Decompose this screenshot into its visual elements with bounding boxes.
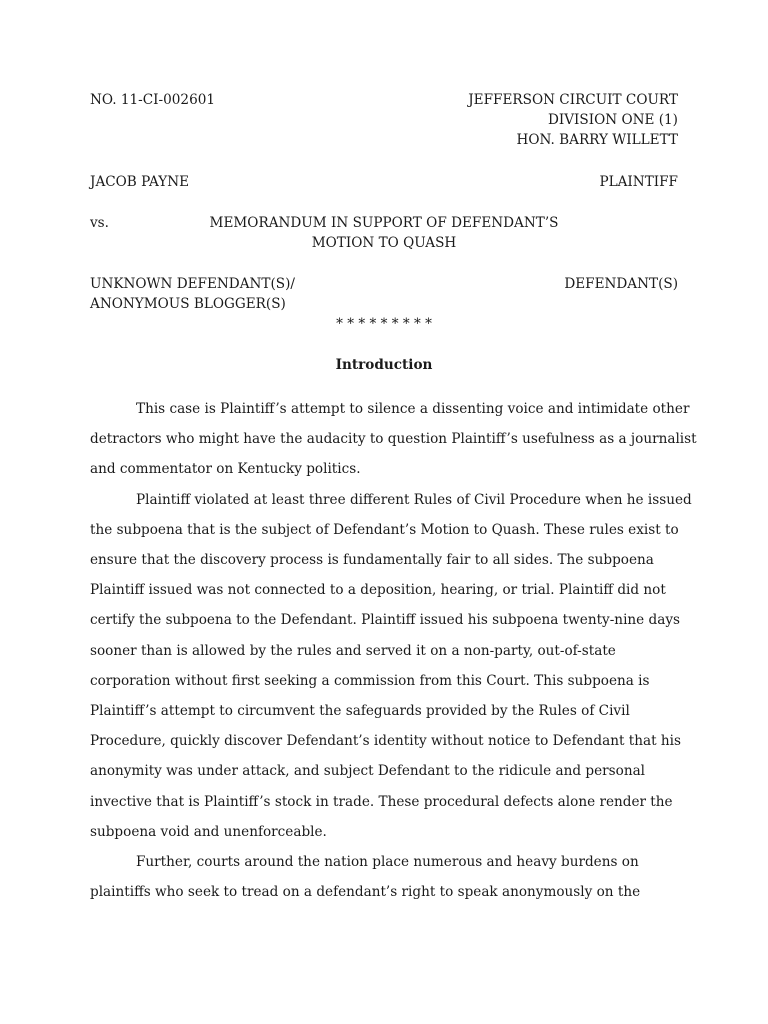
defendant-name-line-1: UNKNOWN DEFENDANT(S)/ bbox=[90, 276, 295, 292]
paragraph-line: ensure that the discovery process is fundamentally fair to all sides. The subpoena bbox=[90, 552, 654, 569]
document-title-line-2: MOTION TO QUASH bbox=[311, 235, 457, 251]
paragraph-line: and commentator on Kentucky politics. bbox=[90, 461, 361, 478]
versus-row bbox=[90, 213, 678, 257]
paragraph-line: plaintiffs who seek to tread on a defendant’s right to speak anonymously on the bbox=[90, 884, 641, 901]
paragraph-1 bbox=[90, 394, 697, 485]
case-number: NO. 11-CI-002601 bbox=[90, 92, 216, 108]
defendant-role: DEFENDANT(S) bbox=[564, 276, 678, 292]
document-title bbox=[184, 213, 584, 253]
caption-separator: * * * * * * * * * bbox=[336, 316, 432, 332]
caption-header bbox=[90, 90, 678, 154]
paragraph-line: invective that is Plaintiff’s stock in trade. These procedural defects alone render the bbox=[90, 793, 673, 810]
paragraph-line: Procedure, quickly discover Defendant’s identity without notice to Defendant that his bbox=[90, 733, 681, 750]
paragraph-3 bbox=[90, 847, 678, 907]
court-judge: HON. BARRY WILLETT bbox=[516, 132, 678, 148]
paragraph-line: detractors who might have the audacity to question Plaintiff’s usefulness as a journalist bbox=[90, 431, 697, 448]
paragraph-line: corporation without first seeking a commission from this Court. This subpoena is bbox=[90, 672, 650, 689]
versus-label: vs. bbox=[90, 215, 109, 231]
body-text bbox=[90, 394, 697, 907]
section-heading: Introduction bbox=[335, 357, 433, 373]
paragraph-line: anonymity was under attack, and subject Defendant to the ridicule and personal bbox=[90, 763, 646, 780]
paragraph-2 bbox=[90, 485, 692, 847]
paragraph-line: Plaintiff’s attempt to circumvent the safeguards provided by the Rules of Civil bbox=[90, 703, 630, 720]
court-division: DIVISION ONE (1) bbox=[547, 112, 678, 128]
defendant-name-line-2: ANONYMOUS BLOGGER(S) bbox=[90, 296, 286, 312]
plaintiff-role: PLAINTIFF bbox=[599, 174, 678, 190]
defendant-name bbox=[90, 274, 295, 314]
paragraph-line: Plaintiff issued was not connected to a deposition, hearing, or trial. Plaintiff did not bbox=[90, 582, 666, 599]
paragraph-line: certify the subpoena to the Defendant. Plaintiff issued his subpoena twenty-nine days bbox=[90, 612, 680, 629]
paragraph-line: the subpoena that is the subject of Defendant’s Motion to Quash. These rules exist to bbox=[90, 521, 679, 538]
plaintiff-name: JACOB PAYNE bbox=[90, 174, 190, 190]
court-name: JEFFERSON CIRCUIT COURT bbox=[468, 92, 678, 108]
paragraph-line: subpoena void and unenforceable. bbox=[90, 823, 327, 840]
plaintiff-row bbox=[90, 172, 678, 194]
paragraph-line: This case is Plaintiff’s attempt to silence a dissenting voice and intimidate other bbox=[136, 401, 690, 417]
paragraph-line: sooner than is allowed by the rules and served it on a non-party, out-of-state bbox=[90, 642, 616, 659]
defendant-row bbox=[90, 274, 678, 318]
paragraph-line: Plaintiff violated at least three different Rules of Civil Procedure when he issued bbox=[136, 491, 692, 508]
paragraph-line: Further, courts around the nation place numerous and heavy burdens on bbox=[136, 854, 639, 871]
court-block bbox=[468, 90, 678, 150]
document-title-line-1: MEMORANDUM IN SUPPORT OF DEFENDANT’S bbox=[209, 215, 559, 231]
